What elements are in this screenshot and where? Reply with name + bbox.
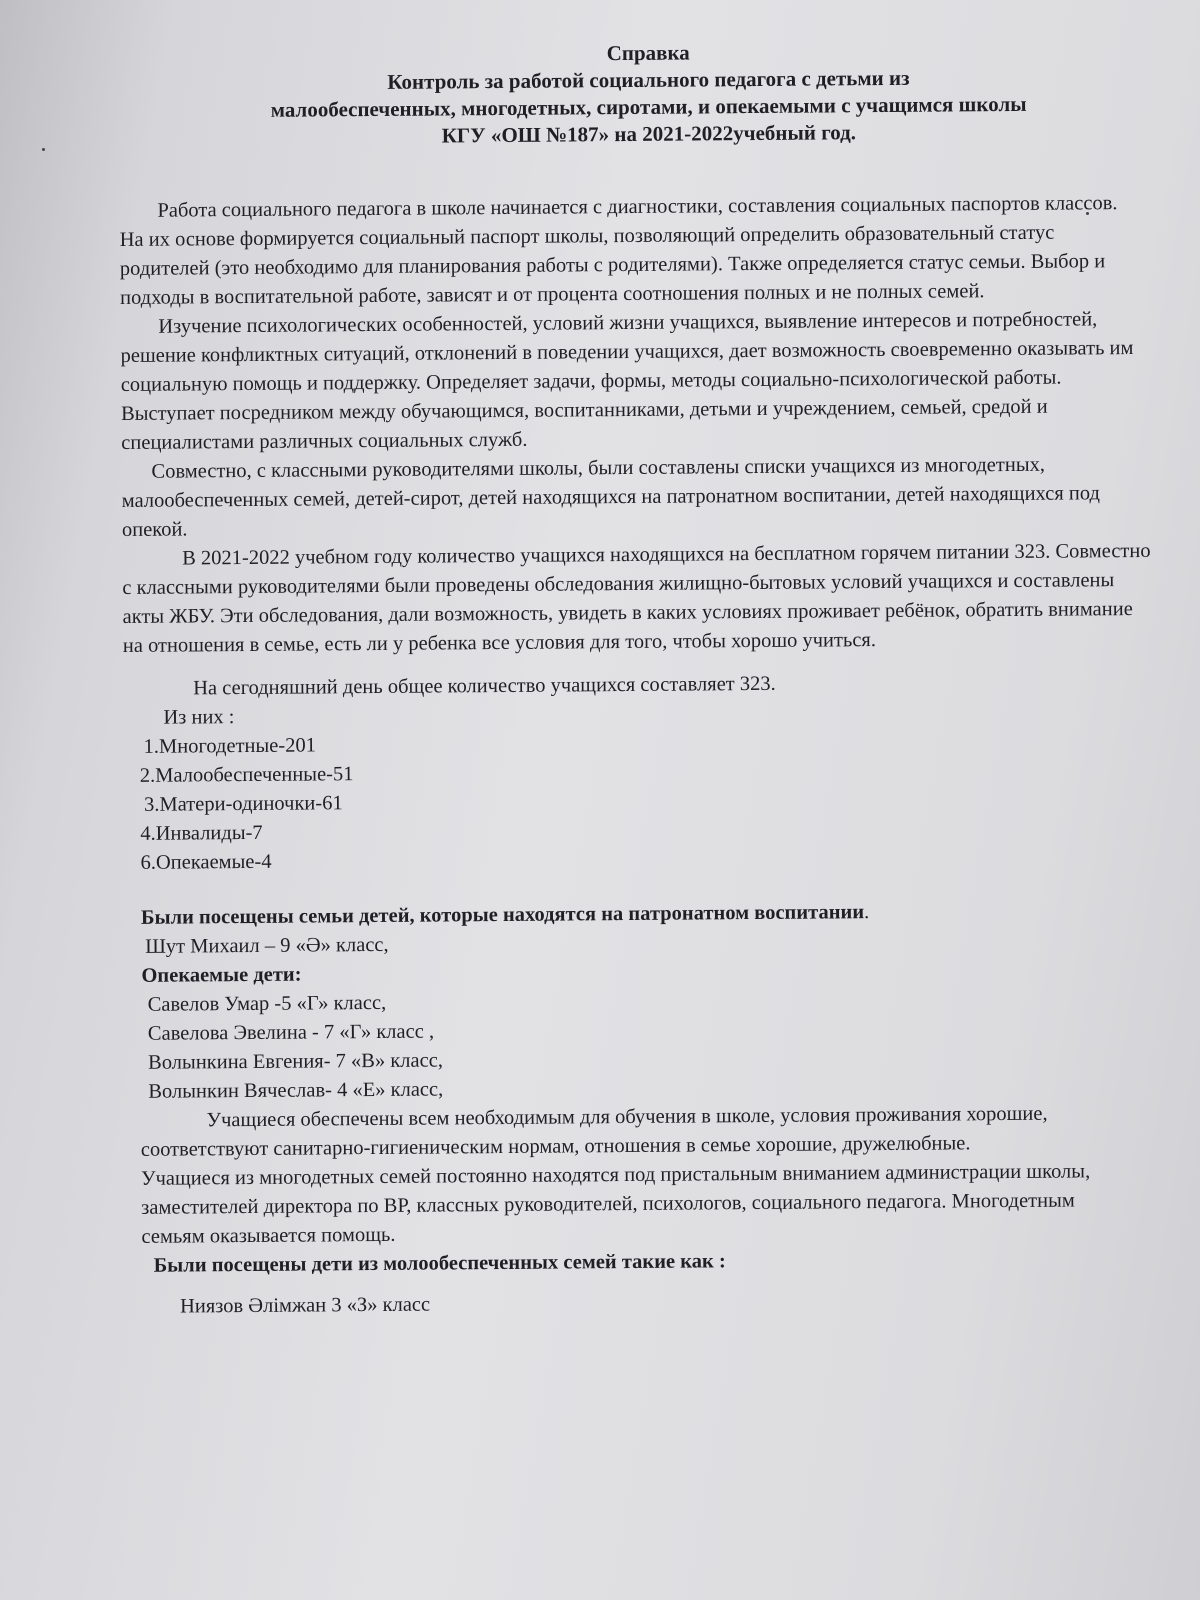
scan-speck [42, 148, 45, 151]
document-header [118, 36, 1179, 152]
stats-intro: На сегодняшний день общее количество учащихся составляет 323. [193, 672, 776, 700]
guardianship-child: Волынкина Евгения- 7 «В» класс, [148, 1049, 444, 1074]
list-item: 6.Опекаемые-4 [140, 850, 272, 874]
header-subtitle-line-2: малообеспеченных, многодетных, сиротами, и опекаемыми с учащимся школы [270, 91, 1027, 122]
low-income-heading: Были посещены дети из молообеспеченных семей такие как : [153, 1250, 726, 1277]
guardianship-child: Савелова Эвелина - 7 «Г» класс , [147, 1020, 435, 1045]
patronage-heading-text: Были посещены семьи детей, которые находятся на патронатном воспитании [140, 901, 865, 929]
guardianship-heading: Опекаемые дети: [141, 963, 302, 987]
patronage-child: Шут Михаил – 9 «Ә» класс, [145, 933, 389, 958]
header-subtitle-line-1: Контроль за работой социального педагога с детьми из [387, 65, 910, 94]
paragraph-psychology: Изучение психологических особенностей, условий жизни учащихся, выявление интересов и потребностей, решение конфликтных ситуаций, отклонений в поведении учащихся, дает возможность своевременно оказывать им социальную помощь и поддержку. Определяет задачи, формы, методы социально-психологической работы. Выступает посредником между обучающимся, воспитанниками, детьми и учреждением, семьей, средой и специалистами различных социальных служб. [120, 308, 1134, 454]
patronage-heading-end: . [864, 901, 870, 924]
list-item: 3.Матери-одиночки-61 [143, 792, 343, 816]
document-body [119, 189, 1188, 1322]
paragraph-hot-meals: В 2021-2022 учебном году количество учащихся находящихся на бесплатном горячем питании 323. Совместно с классными руководителями были проведены обследования жилищно-бытовых условий учащихся и составлены акты ЖБУ. Эти обследования, дали возможность, увидеть в каких условиях проживает ребёнок, обратить внимание на отношения в семье, есть ли у ребенка все условия для того, чтобы хорошо учиться. [122, 539, 1151, 657]
guardianship-child: Савелов Умар -5 «Г» класс, [147, 991, 387, 1016]
paragraph-lists: Совместно, с классными руководителями школы, были составлены списки учащихся из многодетных, малообеспеченных семей, детей-сирот, детей находящихся на патронатном воспитании, детей находящихся под опекой. [121, 453, 1100, 541]
list-item: 2.Малообеспеченные-51 [139, 763, 354, 787]
header-title: Справка [606, 40, 690, 66]
statistics-section [123, 667, 1185, 878]
paragraph-diagnostics: Работа социального педагога в школе начинается с диагностики, составления социальных паспортов классов. На их основе формируется социальный паспорт школы, позволяющий определить образовательный статус родителей (это необходимо для планирования работы с родителями). Также определяется статус семьи. Выбор и подходы в воспитательной работе, зависят и от процента соотношения полных и не полных семей. [119, 192, 1118, 309]
stats-from-them: Из них : [163, 706, 235, 729]
header-subtitle-line-3: КГУ «ОШ №187» на 2021-2022учебный год. [441, 120, 857, 148]
guardianship-child: Волынкин Вячеслав- 4 «Е» класс, [148, 1078, 444, 1103]
low-income-child: Ниязов Әлімжан 3 «З» класс [179, 1293, 431, 1318]
document-sheet [118, 22, 1190, 1600]
stats-list [124, 725, 1185, 878]
closing-paragraph-large-families: Учащиеся из многодетных семей постоянно находятся под пристальным вниманием администрации школы, заместителей директора по ВР, классных руководителей, психологов, социального педагога. Многодетным семьям оказывается помощь. [140, 1160, 1091, 1248]
list-item: 1.Многодетные-201 [143, 734, 317, 758]
list-item: 4.Инвалиды-7 [140, 821, 263, 845]
closing-paragraph-conditions: Учащиеся обеспечены всем необходимым для обучения в школе, условия проживания хорошие, соответствуют санитарно-гигиеническим нормам, отношения в семье хорошие, дружелюбные. [140, 1102, 1048, 1161]
